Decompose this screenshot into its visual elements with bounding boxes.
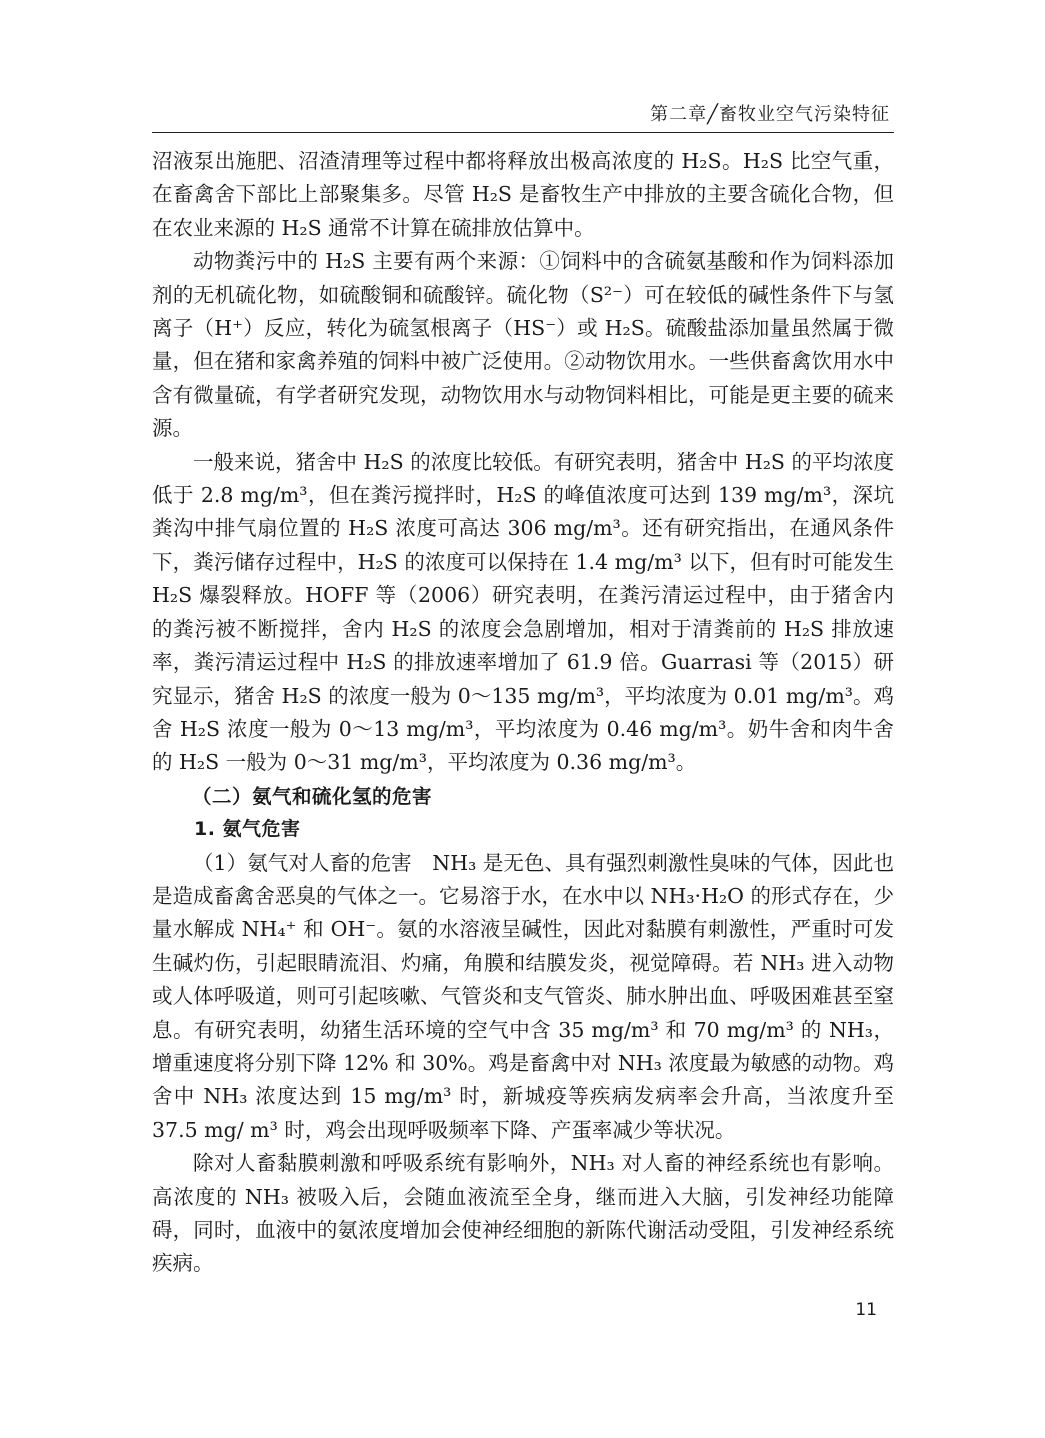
page-number: 11 [855, 1300, 877, 1320]
body-text [152, 145, 894, 1281]
header-rule [152, 132, 894, 133]
running-header: 第二章╱畜牧业空气污染特征 [650, 104, 890, 125]
paragraph: 除对人畜黏膜刺激和呼吸系统有影响外，NH₃ 对人畜的神经系统也有影响。高浓度的 NH₃ 被吸入后，会随血液流至全身，继而进入大脑，引发神经功能障碍，同时，血液中的氨浓度增加会使神经细胞的新陈代谢活动受阻，引发神经系统疾病。 [152, 1151, 894, 1276]
item-text: NH₃ 是无色、具有强烈刺激性臭味的气体，因此也是造成畜禽舍恶臭的气体之一。它易溶于水，在水中以 NH₃·H₂O 的形式存在，少量水解成 NH₄⁺ 和 OH⁻。氨的水溶液呈碱性，因此对黏膜有刺激性，严重时可发生碱灼伤，引起眼睛流泪、灼痛，角膜和结膜发炎，视觉障碍。若 NH₃ 进入动物或人体呼吸道，则可引起咳嗽、气管炎和支气管炎、肺水肿出血、呼吸困难甚至窒息。有研究表明，幼猪生活环境的空气中含 35 mg/m³ 和 70 mg/m³ 的 NH₃，增重速度将分别下降 12% 和 30%。鸡是畜禽中对 NH₃ 浓度最为敏感的动物。鸡舍中 NH₃ 浓度达到 15 mg/m³ 时，新城疫等疾病发病率会升高，当浓度升至 37.5 mg/ m³ 时，鸡会出现呼吸频率下降、产蛋率减少等状况。 [152, 850, 894, 1142]
subsection-heading: 1. 氨气危害 [194, 818, 301, 841]
item-heading: （1）氨气对人畜的危害 [193, 850, 412, 875]
section-heading: （二）氨气和硫化氢的危害 [192, 784, 433, 808]
item-paragraph [152, 847, 894, 1148]
paragraph: 沼液泵出施肥、沼渣清理等过程中都将释放出极高浓度的 H₂S。H₂S 比空气重，在畜禽舍下部比上部聚集多。尽管 H₂S 是畜牧生产中排放的主要含硫化合物，但在农业来源的 H₂S 通常不计算在硫排放估算中。 [152, 149, 894, 240]
paragraph: 动物粪污中的 H₂S 主要有两个来源：①饲料中的含硫氨基酸和作为饲料添加剂的无机硫化物，如硫酸铜和硫酸锌。硫化物（S²⁻）可在较低的碱性条件下与氢离子（H⁺）反应，转化为硫氢根离子（HS⁻）或 H₂S。硫酸盐添加量虽然属于微量，但在猪和家禽养殖的饲料中被广泛使用。②动物饮用水。一些供畜禽饮用水中含有微量硫，有学者研究发现，动物饮用水与动物饲料相比，可能是更主要的硫来源。 [152, 249, 894, 441]
paragraph: 一般来说，猪舍中 H₂S 的浓度比较低。有研究表明，猪舍中 H₂S 的平均浓度低于 2.8 mg/m³，但在粪污搅拌时，H₂S 的峰值浓度可达到 139 mg/m³，深坑粪沟中排气扇位置的 H₂S 浓度可高达 306 mg/m³。还有研究指出，在通风条件下，粪污储存过程中，H₂S 的浓度可以保持在 1.4 mg/m³ 以下，但有时可能发生 H₂S 爆裂释放。HOFF 等（2006）研究表明，在粪污清运过程中，由于猪舍内的粪污被不断搅拌，舍内 H₂S 的浓度会急剧增加，相对于清粪前的 H₂S 排放速率，粪污清运过程中 H₂S 的排放速率增加了 61.9 倍。Guarrasi 等（2015）研究显示，猪舍 H₂S 的浓度一般为 0～135 mg/m³，平均浓度为 0.01 mg/m³。鸡舍 H₂S 浓度一般为 0～13 mg/m³，平均浓度为 0.46 mg/m³。奶牛舍和肉牛舍的 H₂S 一般为 0～31 mg/m³，平均浓度为 0.36 mg/m³。 [152, 449, 894, 775]
